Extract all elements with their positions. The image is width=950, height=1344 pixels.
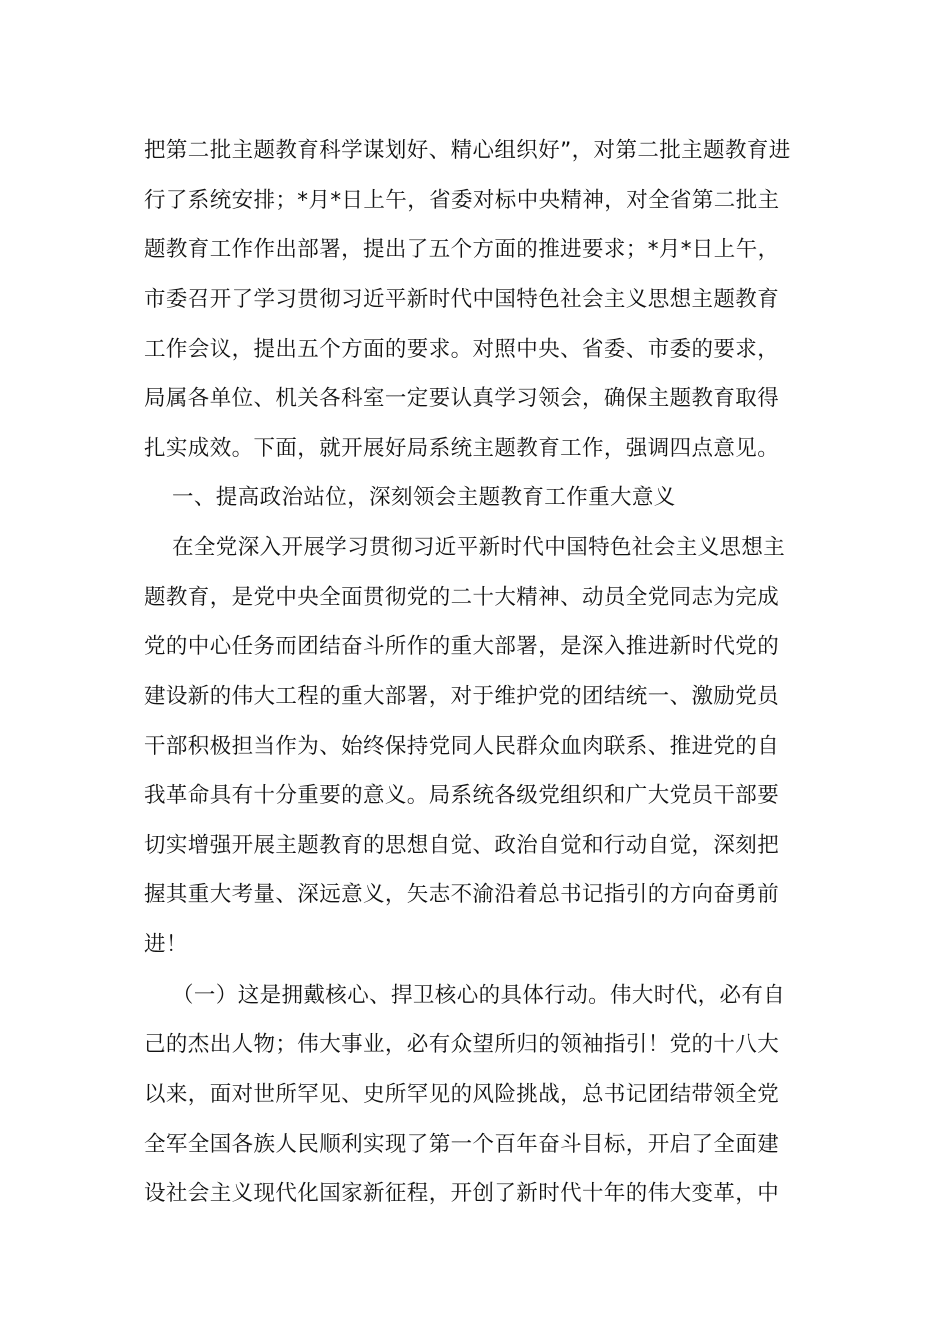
paragraph-line: 在全党深入开展学习贯彻习近平新时代中国特色社会主义思想主 xyxy=(172,535,786,560)
paragraph-line: 建设新的伟大工程的重大部署，对于维护党的团结统一、激励党员 xyxy=(144,684,780,709)
paragraph-line: 我革命具有十分重要的意义。局系统各级党组织和广大党员干部要 xyxy=(144,783,780,808)
paragraph-line: 局属各单位、机关各科室一定要认真学习领会，确保主题教育取得 xyxy=(144,386,780,411)
paragraph-line: 进！ xyxy=(144,932,188,957)
paragraph-line: 党的中心任务而团结奋斗所作的重大部署，是深入推进新时代党的 xyxy=(144,634,780,659)
paragraph-line: 全军全国各族人民顺利实现了第一个百年奋斗目标，开启了全面建 xyxy=(144,1132,780,1157)
paragraph-line: 行了系统安排；*月*日上午，省委对标中央精神，对全省第二批主 xyxy=(144,188,780,213)
paragraph-line: 己的杰出人物；伟大事业，必有众望所归的领袖指引！党的十八大 xyxy=(144,1032,780,1057)
section-heading: 一、提高政治站位，深刻领会主题教育工作重大意义 xyxy=(172,485,676,510)
paragraph-line: 市委召开了学习贯彻习近平新时代中国特色社会主义思想主题教育 xyxy=(144,287,780,312)
paragraph-line: 题教育，是党中央全面贯彻党的二十大精神、动员全党同志为完成 xyxy=(144,585,780,610)
paragraph-line: 扎实成效。下面，就开展好局系统主题教育工作，强调四点意见。 xyxy=(144,436,780,461)
paragraph-line: 把第二批主题教育科学谋划好、精心组织好”，对第二批主题教育进 xyxy=(144,138,791,163)
paragraph-line: 握其重大考量、深远意义，矢志不渝沿着总书记指引的方向奋勇前 xyxy=(144,882,780,907)
paragraph-line: 以来，面对世所罕见、史所罕见的风险挑战，总书记团结带领全党 xyxy=(144,1082,780,1107)
paragraph-line: 工作会议，提出五个方面的要求。对照中央、省委、市委的要求， xyxy=(144,337,780,362)
paragraph-line: 设社会主义现代化国家新征程，开创了新时代十年的伟大变革，中 xyxy=(144,1181,780,1206)
paragraph-line: 干部积极担当作为、始终保持党同人民群众血肉联系、推进党的自 xyxy=(144,734,780,759)
paragraph-line: 题教育工作作出部署，提出了五个方面的推进要求；*月*日上午， xyxy=(144,237,780,262)
paragraph-line: 切实增强开展主题教育的思想自觉、政治自觉和行动自觉，深刻把 xyxy=(144,833,780,858)
subsection-heading-line: （一）这是拥戴核心、捍卫核心的具体行动。伟大时代，必有自 xyxy=(172,983,786,1008)
